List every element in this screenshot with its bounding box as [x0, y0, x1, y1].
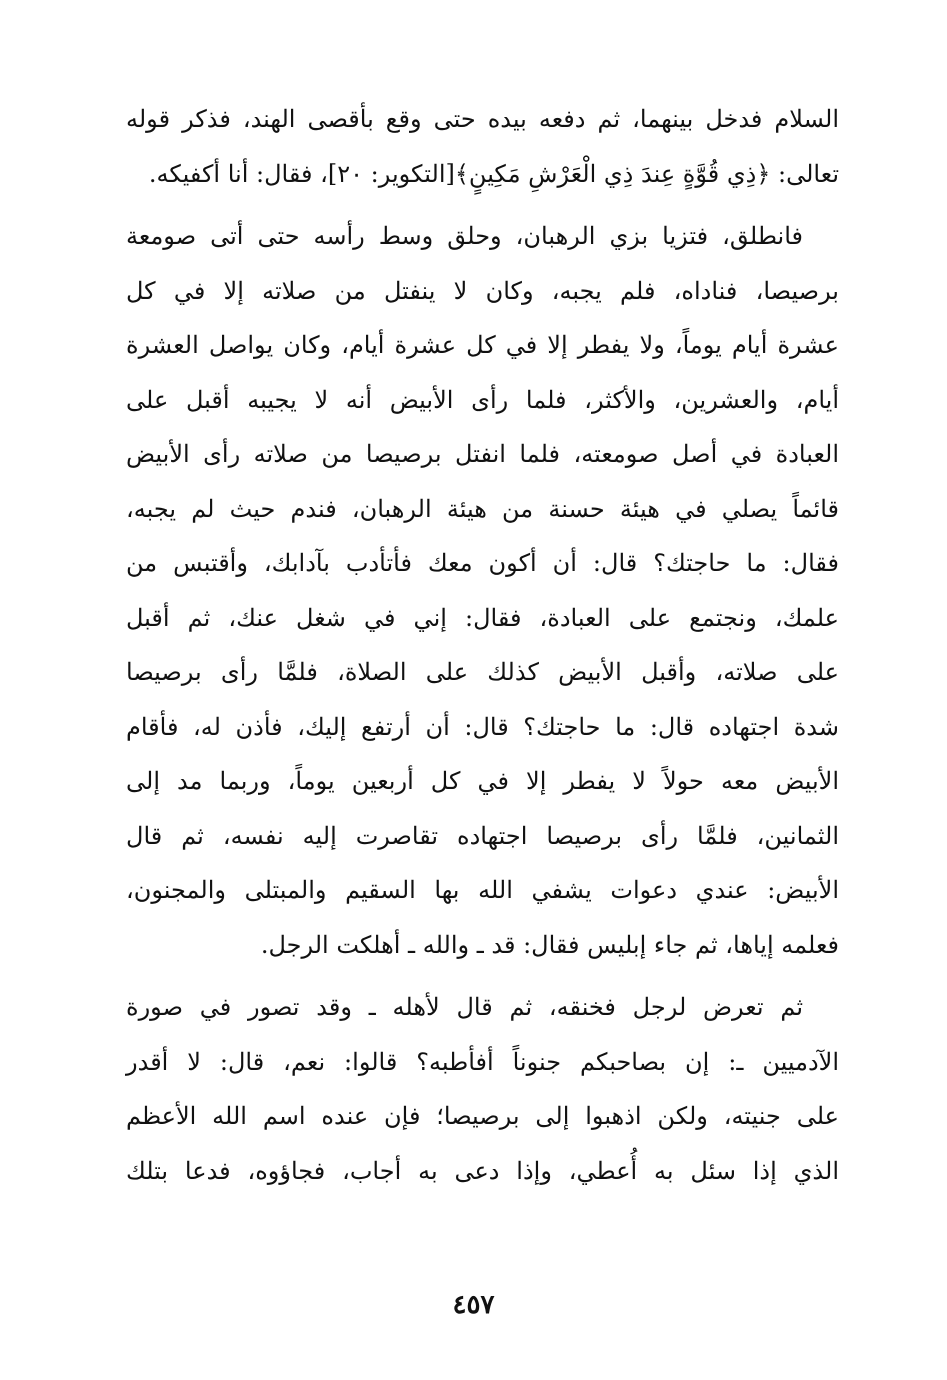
text-line: فعلمه إياها، ثم جاء إبليس فقال: قد ـ والله ـ أهلكت الرجل. [260, 930, 839, 959]
text-line: الأبيض معه حولاً لا يفطر إلا في كل أربعين يوماً، وربما مد إلى [126, 767, 839, 795]
page-number: ٤٥٧ [452, 1290, 495, 1320]
text-line: فقال: ما حاجتك؟ قال: أن أكون معك فأتأدب بآدابك، وأقتبس من [126, 549, 839, 577]
text-line: ثم تعرض لرجل فخنقه، ثم قال لأهله ـ وقد تصور في صورة [126, 993, 804, 1021]
text-line: العبادة في أصل صومعته، فلما انفتل برصيصا من صلاته رأى الأبيض [126, 440, 839, 468]
text-line: تعالى: ﴿ذِي قُوَّةٍ عِندَ ذِي الْعَرْشِ مَكِينٍ﴾[التكوير: ٢٠]، فقال: أنا أكفيكه. [148, 159, 839, 188]
text-line: قائماً يصلي في هيئة حسنة من هيئة الرهبان، فندم حيث لم يجبه، [126, 494, 839, 523]
paragraph-gap [126, 972, 839, 980]
text-line: على صلاته، وأقبل الأبيض كذلك على الصلاة، فلمَّا رأى برصيصا [126, 658, 839, 686]
text-line: علمك، ونجتمع على العبادة، فقال: إني في شغل عنك، ثم أقبل [126, 603, 839, 632]
text-line: فانطلق، فتزيا بزي الرهبان، وحلق وسط رأسه حتى أتى صومعة [126, 222, 804, 250]
page-body [126, 92, 839, 1198]
paragraph-3 [126, 980, 839, 1198]
text-line: شدة اجتهاده قال: ما حاجتك؟ قال: أن أرتفع إليك، فأذن له، فأقام [126, 712, 839, 741]
paragraph-gap [126, 201, 839, 209]
paragraph-2 [126, 209, 839, 972]
text-line: الذي إذا سئل به أُعطي، وإذا دعى به أجاب، فجاؤوه، فدعا بتلك [126, 1156, 839, 1185]
text-line: الثمانين، فلمَّا رأى برصيصا اجتهاده تقاصرت إليه نفسه، ثم قال [126, 821, 839, 850]
text-line: عشرة أيام يوماً، ولا يفطر إلا في كل عشرة أيام، وكان يواصل العشرة [126, 331, 839, 359]
text-line: السلام فدخل بينهما، ثم دفعه بيده حتى وقع بأقصى الهند، فذكر قوله [126, 105, 839, 133]
text-line: على جنيته، ولكن اذهبوا إلى برصيصا؛ فإن عنده اسم الله الأعظم [126, 1102, 839, 1130]
text-line: برصيصا، فناداه، فلم يجبه، وكان لا ينفتل من صلاته إلا في كل [126, 276, 839, 305]
paragraph-1 [126, 92, 839, 201]
text-line: أيام، والعشرين، والأكثر، فلما رأى الأبيض أنه لا يجيبه أقبل على [126, 385, 839, 414]
text-line: الأبيض: عندي دعوات يشفي الله بها السقيم والمبتلى والمجنون، [126, 876, 839, 904]
text-line: الآدميين ـ: إن بصاحبكم جنوناً أفأطبه؟ قالوا: نعم، قال: لا أقدر [126, 1047, 839, 1076]
